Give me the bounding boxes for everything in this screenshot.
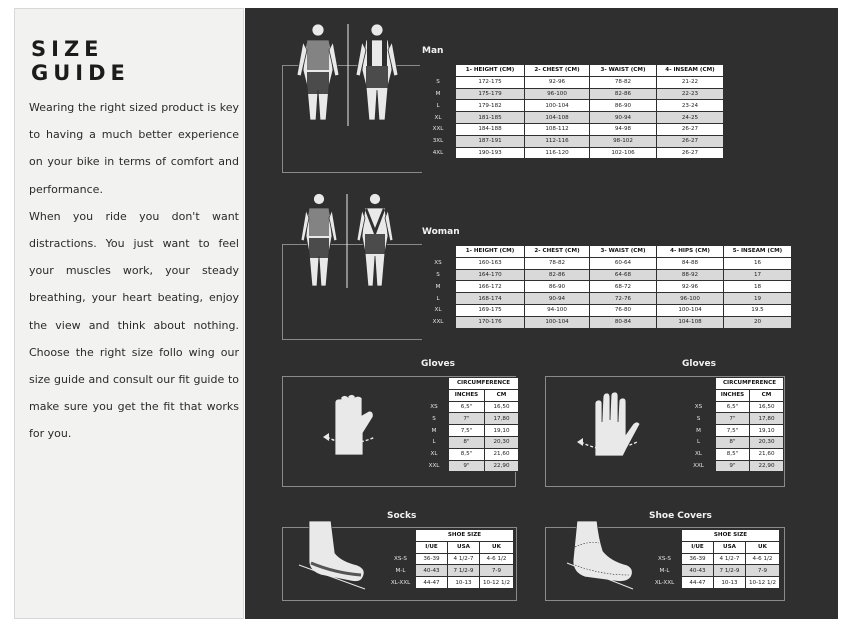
table-header-hips: 4- HIPS (CM) — [657, 246, 724, 258]
table-corner-cell — [682, 378, 716, 390]
woman-section-label: Woman — [422, 227, 460, 237]
table-header-row — [421, 65, 724, 77]
table-header-uk: UK — [746, 541, 780, 553]
table-row — [421, 304, 792, 316]
table-row — [421, 112, 724, 124]
socks-label: Socks — [387, 511, 417, 521]
size-guide-intro — [14, 8, 244, 619]
table-row — [421, 316, 792, 328]
row-size-label: XL — [421, 112, 456, 124]
table-header-cm: CM — [485, 389, 519, 401]
table-cell: 7,5" — [449, 425, 485, 437]
table-header-row — [386, 541, 514, 553]
intro-paragraph-2: When you ride you don't want distractions. You just want to feel your muscles work, your steady breathing, your heart beating, enjoy the view and think about nothing. Choose the right size follo wing our size guide and consult our fit guide to make sure you get the fit that works for you. — [29, 209, 239, 441]
row-size-label: XS — [420, 401, 449, 413]
table-row — [682, 413, 784, 425]
table-cell: 6,5" — [449, 401, 485, 413]
table-cell: 112-116 — [525, 135, 590, 147]
table-cell: 166-172 — [456, 281, 525, 293]
table-cell: 80-84 — [590, 316, 657, 328]
table-cell: 10-13 — [448, 577, 480, 589]
row-size-label: L — [421, 293, 456, 305]
table-cell: 36-39 — [682, 553, 714, 565]
table-row — [682, 460, 784, 472]
table-cell: 92-96 — [657, 281, 724, 293]
table-header-row — [682, 389, 784, 401]
table-header-inseam: 4- INSEAM (CM) — [657, 65, 724, 77]
table-cell: 24-25 — [657, 112, 724, 124]
table-cell: 4 1/2-7 — [714, 553, 746, 565]
table-cell: 98-102 — [590, 135, 657, 147]
cyclist-body-front-back-icon — [295, 190, 405, 290]
row-size-label: M-L — [648, 565, 682, 577]
table-header-row — [420, 389, 519, 401]
table-cell: 20,30 — [750, 436, 784, 448]
table-row — [420, 436, 519, 448]
table-cell: 76-80 — [590, 304, 657, 316]
table-cell: 20 — [724, 316, 792, 328]
table-cell: 116-120 — [525, 147, 590, 159]
table-cell: 94-100 — [525, 304, 590, 316]
table-cell: 86-90 — [590, 100, 657, 112]
table-cell: 94-98 — [590, 123, 657, 135]
shoe-cover-icon — [561, 513, 641, 593]
table-row — [420, 448, 519, 460]
table-header-shoe-size: SHOE SIZE — [416, 530, 514, 542]
row-size-label: L — [421, 100, 456, 112]
table-cell: 172-175 — [456, 76, 525, 88]
row-size-label: 4XL — [421, 147, 456, 159]
row-size-label: XS — [682, 401, 716, 413]
table-cell: 88-92 — [657, 269, 724, 281]
table-cell: 184-188 — [456, 123, 525, 135]
table-cell: 190-193 — [456, 147, 525, 159]
table-row — [421, 293, 792, 305]
row-size-label: M — [421, 88, 456, 100]
table-cell: 17,80 — [750, 413, 784, 425]
title-line-2: GUIDE — [31, 61, 130, 85]
table-corner-cell — [648, 541, 682, 553]
intro-text — [29, 94, 239, 448]
table-cell: 7" — [449, 413, 485, 425]
table-header-height: 1- HEIGHT (CM) — [456, 246, 525, 258]
table-cell: 104-108 — [657, 316, 724, 328]
table-cell: 175-179 — [456, 88, 525, 100]
table-cell: 96-100 — [657, 293, 724, 305]
row-size-label: XXL — [420, 460, 449, 472]
table-corner-cell — [386, 530, 416, 542]
table-cell: 22-23 — [657, 88, 724, 100]
table-row — [386, 553, 514, 565]
gloves-right-table — [681, 377, 784, 472]
row-size-label: S — [421, 269, 456, 281]
table-header-cm: CM — [750, 389, 784, 401]
table-cell: 7 1/2-9 — [448, 565, 480, 577]
size-chart-panel — [245, 8, 838, 619]
table-row — [648, 553, 780, 565]
cycling-glove-icon — [317, 393, 387, 463]
table-cell: 84-88 — [657, 257, 724, 269]
intro-paragraph-1: Wearing the right sized product is key to having a much better experience on your bike in terms of comfort and performance. — [29, 101, 239, 196]
table-row — [682, 425, 784, 437]
table-row — [421, 100, 724, 112]
table-row — [420, 413, 519, 425]
table-cell: 10-12 1/2 — [746, 577, 780, 589]
table-row — [386, 577, 514, 589]
table-corner-cell — [682, 389, 716, 401]
table-cell: 21,60 — [485, 448, 519, 460]
table-cell: 108-112 — [525, 123, 590, 135]
row-size-label: XL — [421, 304, 456, 316]
table-header-iue: I/UE — [416, 541, 448, 553]
table-header-usa: USA — [714, 541, 746, 553]
table-row — [682, 401, 784, 413]
table-cell: 170-176 — [456, 316, 525, 328]
table-cell: 179-182 — [456, 100, 525, 112]
man-size-table — [420, 64, 724, 159]
row-size-label: M — [420, 425, 449, 437]
row-size-label: L — [682, 436, 716, 448]
table-corner-cell — [386, 541, 416, 553]
table-cell: 26-27 — [657, 135, 724, 147]
table-header-uk: UK — [480, 541, 514, 553]
row-size-label: XL — [682, 448, 716, 460]
table-header-usa: USA — [448, 541, 480, 553]
row-size-label: S — [421, 76, 456, 88]
table-cell: 22,90 — [750, 460, 784, 472]
table-cell: 17 — [724, 269, 792, 281]
shoe-covers-table — [647, 529, 780, 589]
table-cell: 4-6 1/2 — [746, 553, 780, 565]
table-cell: 169-175 — [456, 304, 525, 316]
cyclist-body-front-back-icon — [293, 20, 413, 128]
table-cell: 102-106 — [590, 147, 657, 159]
table-cell: 60-64 — [590, 257, 657, 269]
title-line-1: SIZE — [31, 37, 104, 61]
table-cell: 181-185 — [456, 112, 525, 124]
table-group-header-row — [648, 530, 780, 542]
table-row — [421, 257, 792, 269]
table-cell: 9" — [449, 460, 485, 472]
gloves-left-label: Gloves — [421, 359, 455, 369]
table-cell: 19.5 — [724, 304, 792, 316]
table-header-inseam: 5- INSEAM (CM) — [724, 246, 792, 258]
table-row — [421, 76, 724, 88]
table-cell: 40-43 — [416, 565, 448, 577]
table-cell: 19,10 — [750, 425, 784, 437]
shoe-covers-label: Shoe Covers — [649, 511, 712, 521]
table-cell: 92-96 — [525, 76, 590, 88]
table-header-height: 1- HEIGHT (CM) — [456, 65, 525, 77]
table-cell: 10-13 — [714, 577, 746, 589]
table-cell: 100-104 — [525, 100, 590, 112]
row-size-label: XL — [420, 448, 449, 460]
row-size-label: M — [682, 425, 716, 437]
table-header-circumference: CIRCUMFERENCE — [449, 378, 519, 390]
table-cell: 7,5" — [716, 425, 750, 437]
table-group-header-row — [386, 530, 514, 542]
table-cell: 187-191 — [456, 135, 525, 147]
table-header-inches: INCHES — [716, 389, 750, 401]
table-row — [682, 448, 784, 460]
gloves-left-table — [419, 377, 519, 472]
table-cell: 22,90 — [485, 460, 519, 472]
page-title — [31, 37, 130, 85]
row-size-label: L — [420, 436, 449, 448]
table-cell: 78-82 — [525, 257, 590, 269]
table-cell: 7" — [716, 413, 750, 425]
table-cell: 8,5" — [716, 448, 750, 460]
table-cell: 8" — [449, 436, 485, 448]
table-cell: 21,60 — [750, 448, 784, 460]
table-cell: 7 1/2-9 — [714, 565, 746, 577]
table-header-shoe-size: SHOE SIZE — [682, 530, 780, 542]
table-cell: 20,30 — [485, 436, 519, 448]
table-cell: 19,10 — [485, 425, 519, 437]
table-cell: 26-27 — [657, 147, 724, 159]
table-cell: 17,80 — [485, 413, 519, 425]
table-cell: 160-163 — [456, 257, 525, 269]
table-cell: 8,5" — [449, 448, 485, 460]
table-corner-cell — [421, 65, 456, 77]
table-cell: 21-22 — [657, 76, 724, 88]
table-cell: 100-104 — [657, 304, 724, 316]
table-row — [682, 436, 784, 448]
table-header-row — [421, 246, 792, 258]
row-size-label: 3XL — [421, 135, 456, 147]
table-row — [420, 460, 519, 472]
table-header-waist: 3- WAIST (CM) — [590, 246, 657, 258]
table-row — [421, 281, 792, 293]
table-cell: 78-82 — [590, 76, 657, 88]
table-cell: 16 — [724, 257, 792, 269]
table-row — [421, 147, 724, 159]
table-cell: 72-76 — [590, 293, 657, 305]
sock-icon — [295, 513, 375, 593]
row-size-label: S — [682, 413, 716, 425]
gloves-right-label: Gloves — [682, 359, 716, 369]
table-group-header-row — [682, 378, 784, 390]
table-row — [421, 269, 792, 281]
table-cell: 100-104 — [525, 316, 590, 328]
row-size-label: XXL — [421, 123, 456, 135]
table-cell: 4-6 1/2 — [480, 553, 514, 565]
table-group-header-row — [420, 378, 519, 390]
table-cell: 9" — [716, 460, 750, 472]
table-row — [421, 123, 724, 135]
row-size-label: XS-S — [386, 553, 416, 565]
table-cell: 10-12 1/2 — [480, 577, 514, 589]
row-size-label: XL-XXL — [648, 577, 682, 589]
table-corner-cell — [648, 530, 682, 542]
table-header-iue: I/UE — [682, 541, 714, 553]
man-section-label: Man — [422, 46, 444, 56]
table-cell: 90-94 — [590, 112, 657, 124]
full-finger-glove-icon — [575, 390, 645, 466]
table-cell: 82-86 — [590, 88, 657, 100]
table-row — [386, 565, 514, 577]
table-cell: 90-94 — [525, 293, 590, 305]
table-corner-cell — [420, 389, 449, 401]
table-header-row — [648, 541, 780, 553]
table-row — [648, 565, 780, 577]
table-cell: 4 1/2-7 — [448, 553, 480, 565]
table-cell: 18 — [724, 281, 792, 293]
row-size-label: XS — [421, 257, 456, 269]
table-cell: 8" — [716, 436, 750, 448]
table-corner-cell — [421, 246, 456, 258]
table-cell: 104-108 — [525, 112, 590, 124]
table-header-inches: INCHES — [449, 389, 485, 401]
table-row — [420, 425, 519, 437]
table-cell: 16,50 — [485, 401, 519, 413]
table-cell: 168-174 — [456, 293, 525, 305]
table-cell: 44-47 — [682, 577, 714, 589]
table-row — [421, 88, 724, 100]
table-cell: 7-9 — [746, 565, 780, 577]
table-cell: 6,5" — [716, 401, 750, 413]
table-header-waist: 3- WAIST (CM) — [590, 65, 657, 77]
row-size-label: XL-XXL — [386, 577, 416, 589]
table-cell: 16,50 — [750, 401, 784, 413]
socks-table — [385, 529, 514, 589]
table-header-chest: 2- CHEST (CM) — [525, 65, 590, 77]
table-cell: 36-39 — [416, 553, 448, 565]
row-size-label: XXL — [682, 460, 716, 472]
row-size-label: M-L — [386, 565, 416, 577]
table-cell: 40-43 — [682, 565, 714, 577]
table-header-chest: 2- CHEST (CM) — [525, 246, 590, 258]
table-row — [648, 577, 780, 589]
table-cell: 44-47 — [416, 577, 448, 589]
row-size-label: XXL — [421, 316, 456, 328]
row-size-label: M — [421, 281, 456, 293]
row-size-label: XS-S — [648, 553, 682, 565]
table-cell: 7-9 — [480, 565, 514, 577]
woman-size-table — [420, 245, 792, 329]
table-cell: 23-24 — [657, 100, 724, 112]
table-cell: 64-68 — [590, 269, 657, 281]
table-corner-cell — [420, 378, 449, 390]
table-header-circumference: CIRCUMFERENCE — [716, 378, 784, 390]
table-cell: 96-100 — [525, 88, 590, 100]
table-cell: 82-86 — [525, 269, 590, 281]
table-cell: 68-72 — [590, 281, 657, 293]
table-row — [420, 401, 519, 413]
row-size-label: S — [420, 413, 449, 425]
table-row — [421, 135, 724, 147]
table-cell: 86-90 — [525, 281, 590, 293]
table-cell: 164-170 — [456, 269, 525, 281]
table-cell: 26-27 — [657, 123, 724, 135]
table-cell: 19 — [724, 293, 792, 305]
